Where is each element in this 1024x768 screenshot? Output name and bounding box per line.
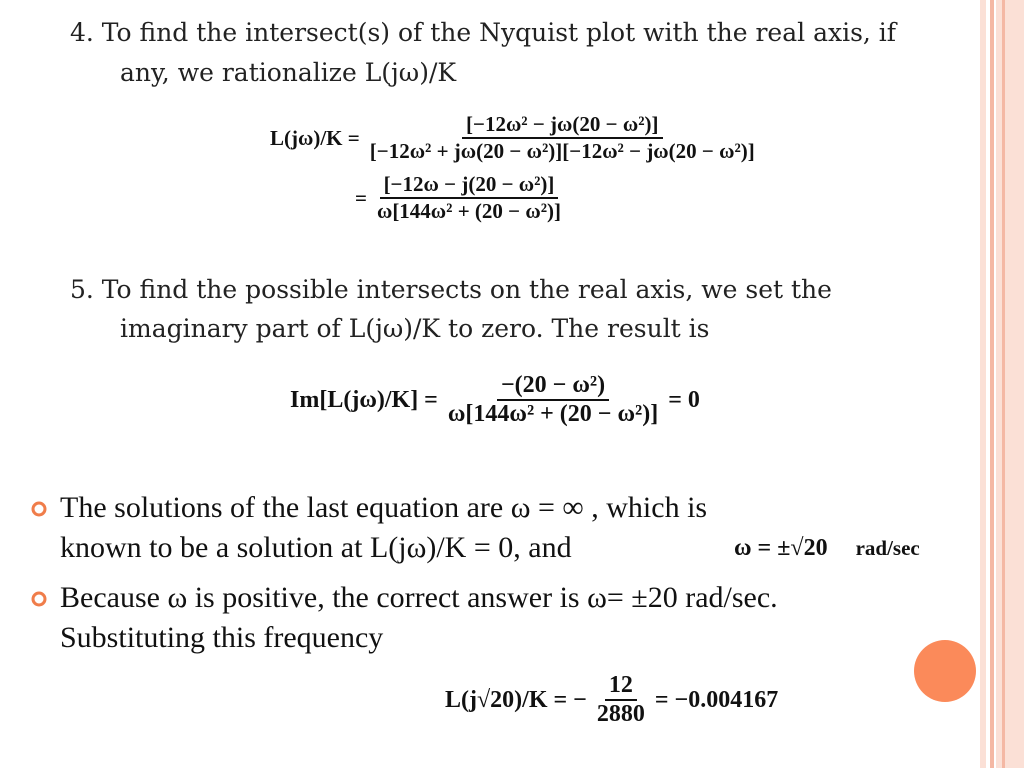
bullet1-line2: known to be a solution at L(jω)/K = 0, and <box>60 531 572 564</box>
eq1-equals: = <box>355 185 367 210</box>
ring-bullet-icon <box>30 590 48 608</box>
decorative-circle <box>914 640 976 702</box>
bullet2-line1: Because ω is positive, the correct answer is ω= ±20 rad/sec. <box>60 581 778 614</box>
eq2-rhs: = 0 <box>668 386 700 413</box>
eq1-lhs: L(jω)/K = <box>270 125 360 150</box>
eq1-numerator: [−12ω² − jω(20 − ω²)] <box>462 112 663 139</box>
inline-omega-solution <box>734 528 920 568</box>
bullet2-line2: Substituting this frequency <box>60 621 384 654</box>
bullet1-line1: The solutions of the last equation are ω = ∞ , which is <box>60 491 708 524</box>
step4-line1: 4. To find the intersect(s) of the Nyquist plot with the real axis, if <box>70 18 897 47</box>
eq3-denominator: 2880 <box>596 701 645 727</box>
equation-substitution <box>445 672 778 728</box>
eq2-lhs: Im[L(jω)/K] = <box>290 386 438 413</box>
equation-rationalize <box>270 112 759 224</box>
step5-line2: imaginary part of L(jω)/K to zero. The result is <box>120 314 710 343</box>
equation-imaginary-part <box>290 372 700 428</box>
eq2-numerator: −(20 − ω²) <box>497 372 609 401</box>
eq2-denominator: ω[144ω² + (20 − ω²)] <box>447 401 659 427</box>
eq1-denominator: [−12ω² + jω(20 − ω²)][−12ω² − jω(20 − ω²)] <box>369 139 755 163</box>
decorative-right-bar <box>980 0 1024 768</box>
inline-unit: rad/sec <box>855 536 920 560</box>
eq3-numerator: 12 <box>605 672 637 701</box>
ring-bullet-icon <box>30 500 48 518</box>
step4-line2: any, we rationalize L(jω)/K <box>120 58 457 87</box>
step5-line1: 5. To find the possible intersects on the real axis, we set the <box>70 275 832 304</box>
eq1-denominator-simplified: ω[144ω² + (20 − ω²)] <box>376 199 562 223</box>
eq3-rhs: = −0.004167 <box>654 686 779 713</box>
inline-eq: ω = ±√20 <box>734 535 828 561</box>
eq3-lhs: L(j√20)/K = − <box>445 686 587 713</box>
eq1-numerator-simplified: [−12ω − j(20 − ω²)] <box>380 172 559 199</box>
